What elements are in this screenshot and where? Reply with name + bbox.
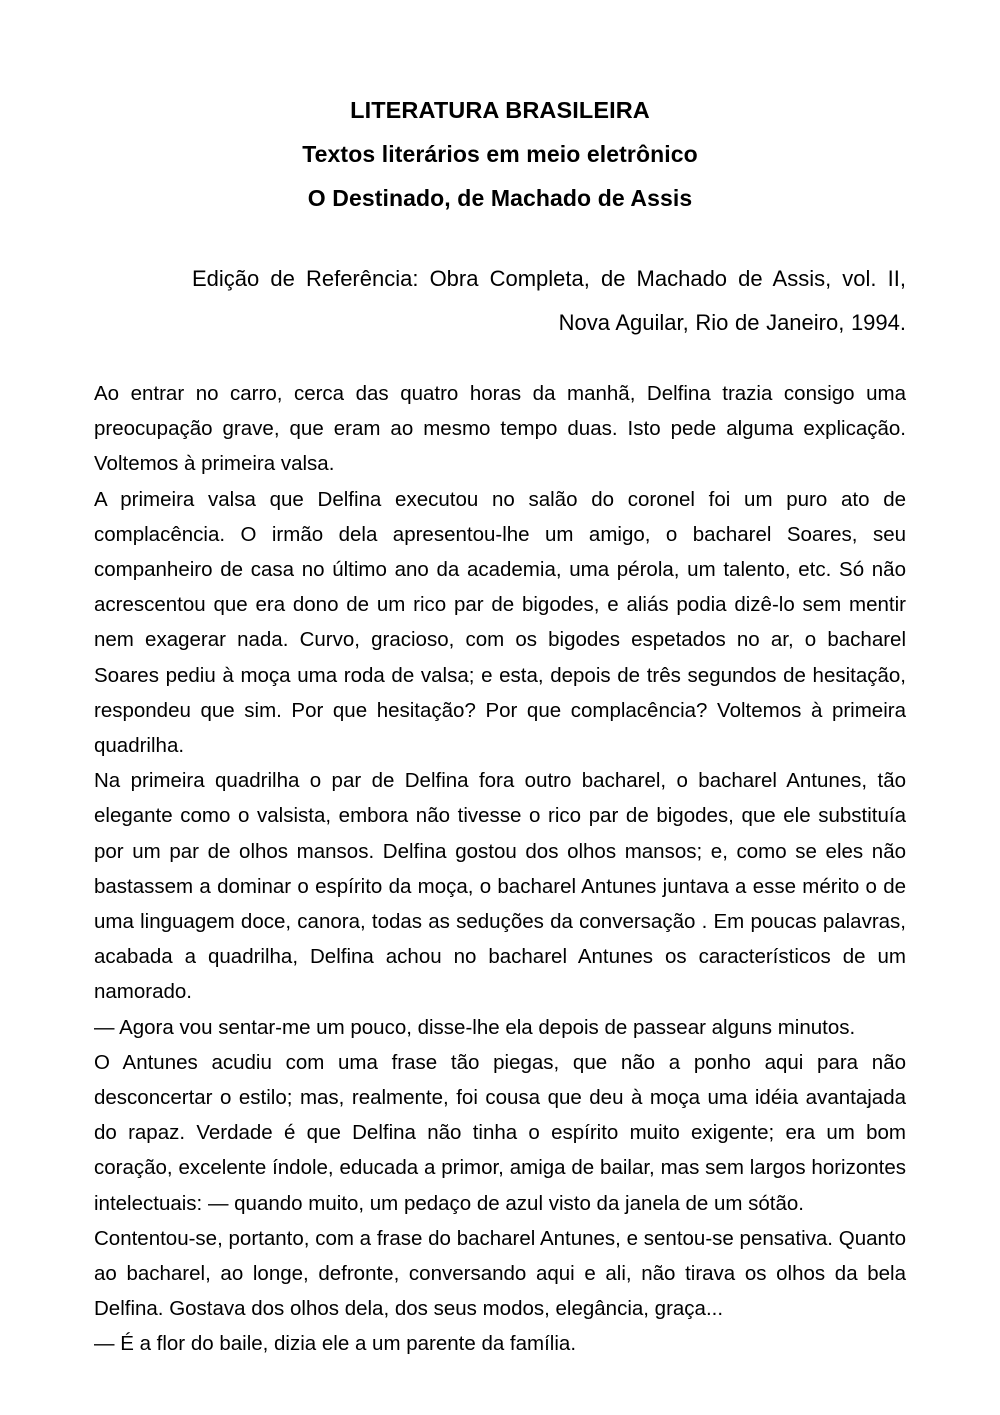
body-paragraph: O Antunes acudiu com uma frase tão piegas, que não a ponho aqui para não desconcertar o estilo; mas, realmente, foi cousa que deu à moça uma idéia avantajada do rapaz. Verdade é que Delfina não tinha o espírito muito exigente; era um bom coração, excelente índole, educada a primor, amiga de bailar, mas sem largos horizontes intelectuais: — quando muito, um pedaço de azul visto da janela de um sótão. bbox=[94, 1050, 906, 1215]
reference-edition: Edição de Referência: Obra Completa, de Machado de Assis, vol. II, Nova Aguilar, Rio de Janeiro, 1994. bbox=[192, 266, 906, 335]
heading-title-secondary: Textos literários em meio eletrônico bbox=[302, 141, 698, 167]
body-paragraph-dialogue: — É a flor do baile, dizia ele a um parente da família. bbox=[94, 1332, 577, 1356]
body-paragraph-dialogue: — Agora vou sentar-me um pouco, disse-lhe ela depois de passear alguns minutos. bbox=[94, 1015, 856, 1039]
heading-title-work: O Destinado, de Machado de Assis bbox=[307, 185, 693, 211]
body-paragraph: Contentou-se, portanto, com a frase do bacharel Antunes, e sentou-se pensativa. Quanto ao bacharel, ao longe, defronte, conversando aqui e ali, não tirava os olhos da bela Delfina. Gostava dos olhos dela, dos seus modos, elegância, graça... bbox=[94, 1226, 906, 1321]
heading-title-primary: LITERATURA BRASILEIRA bbox=[350, 97, 650, 123]
document-heading bbox=[0, 0, 1000, 220]
body-paragraph: Na primeira quadrilha o par de Delfina fora outro bacharel, o bacharel Antunes, tão elegante como o valsista, embora não tivesse o rico par de bigodes, que ele substituía por um par de olhos mansos. Delfina gostou dos olhos mansos; e, como se eles não bastassem a dominar o espírito da moça, o bacharel Antunes juntava a esse mérito o de uma linguagem doce, canora, todas as seduções da conversação . Em poucas palavras, acabada a quadrilha, Delfina achou no bacharel Antunes os característicos de um namorado. bbox=[94, 769, 906, 1004]
document-body bbox=[94, 376, 906, 1362]
body-paragraph: A primeira valsa que Delfina executou no salão do coronel foi um puro ato de complacência. O irmão dela apresentou-lhe um amigo, o bacharel Soares, seu companheiro de casa no último ano da academia, uma pérola, um talento, etc. Só não acrescentou que era dono de um rico par de bigodes, e aliás podia dizê-lo sem mentir nem exagerar nada. Curvo, gracioso, com os bigodes espetados no ar, o bacharel Soares pediu à moça uma roda de valsa; e esta, depois de três segundos de hesitação, respondeu que sim. Por que hesitação? Por que complacência? Voltemos à primeira quadrilha. bbox=[94, 487, 906, 758]
body-paragraph: Ao entrar no carro, cerca das quatro horas da manhã, Delfina trazia consigo uma preocupação grave, que eram ao mesmo tempo duas. Isto pede alguma explicação. Voltemos à primeira valsa. bbox=[94, 382, 906, 476]
